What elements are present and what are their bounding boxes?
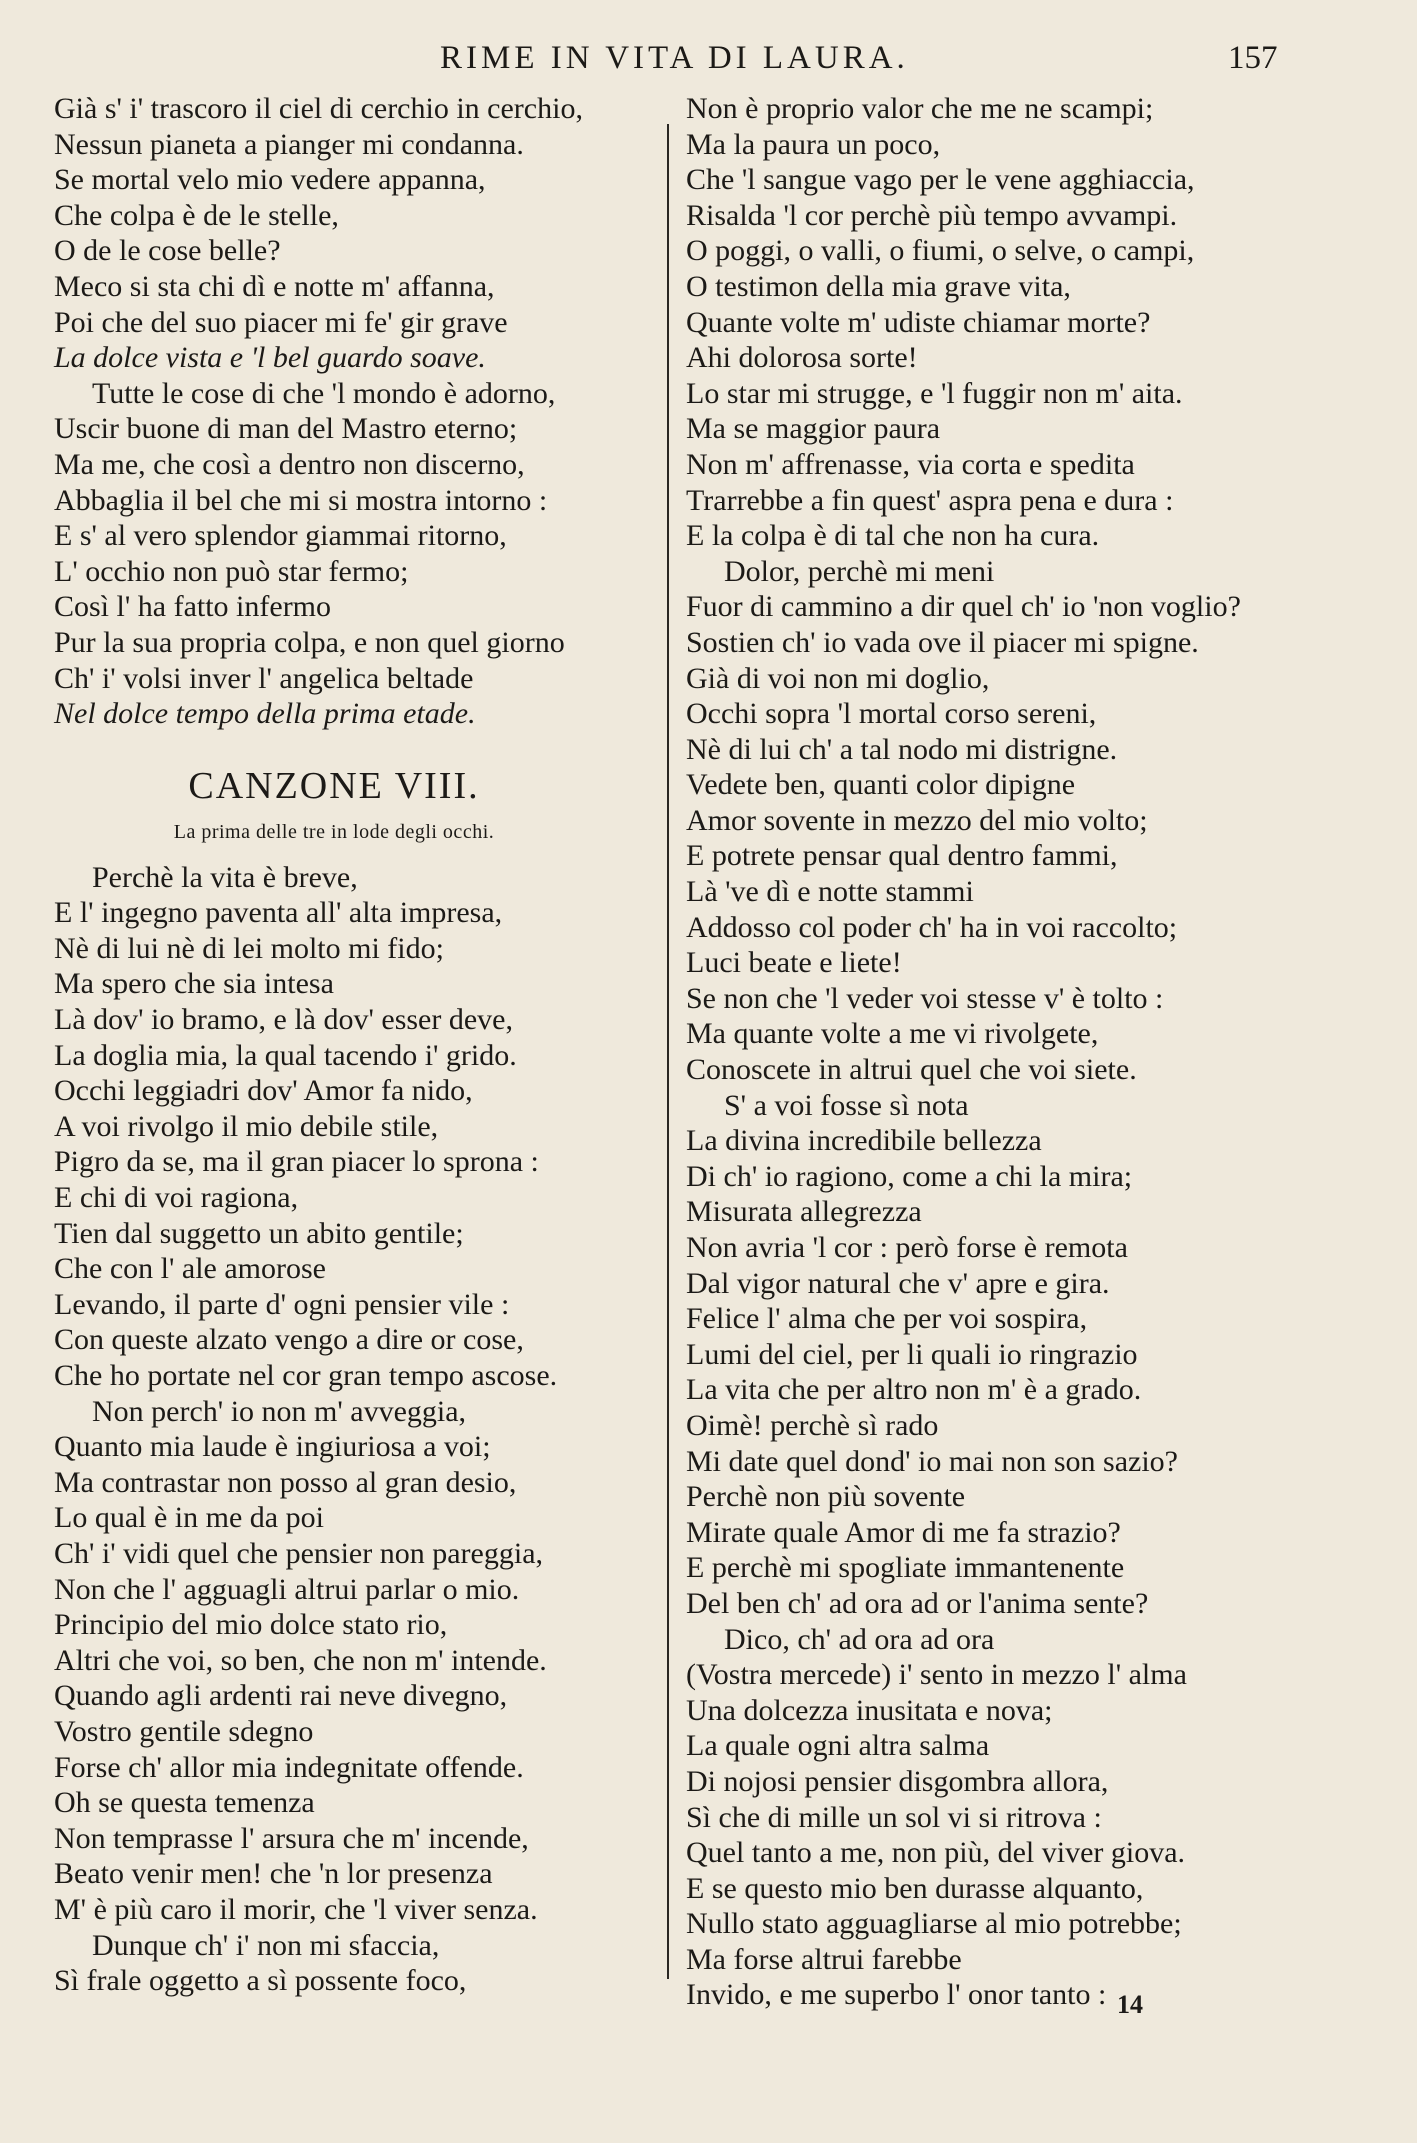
verse-line: Là dov' io bramo, e là dov' esser deve, [54,1003,513,1037]
stanza-first-line: S' a voi fosse sì nota [724,1088,969,1122]
left-column [54,91,669,1999]
verse-line: Di nojosi pensier disgombra allora, [686,1764,1109,1798]
page-number: 157 [1228,40,1278,76]
verse-line: Beato venir men! che 'n lor presenza [54,1857,493,1891]
verse-line: E se questo mio ben durasse alquanto, [686,1871,1144,1905]
verse-line: M' è più caro il morir, che 'l viver senza. [54,1892,538,1926]
running-head [0,40,1417,84]
verse-line: Là 've dì e notte stammi [686,875,974,909]
verse-line: Abbaglia il bel che mi si mostra intorno : [54,483,548,517]
verse-line: Misurata allegrezza [686,1195,922,1229]
verse-line: Addosso col poder ch' ha in voi raccolto; [686,910,1178,944]
verse-line: Non avria 'l cor : però forse è remota [686,1231,1128,1264]
verse-line: Nullo stato agguagliarse al mio potrebbe; [686,1907,1182,1941]
verse-line: Amor sovente in mezzo del mio volto; [686,803,1148,837]
verse-line-italic: La dolce vista e 'l bel guardo soave. [54,341,486,375]
verse-line: Poi che del suo piacer mi fe' gir grave [54,305,508,339]
verse-line-italic: Nel dolce tempo della prima etade. [54,697,476,731]
verse-line: Levando, il parte d' ogni pensier vile : [54,1287,510,1321]
stanza-first-line: Perchè la vita è breve, [92,860,358,894]
verse-line: Lo star mi strugge, e 'l fuggir non m' aita. [686,376,1183,410]
canzone-title: CANZONE VIII. [188,764,480,807]
verse-line: Forse ch' allor mia indegnitate offende. [54,1750,524,1784]
stanza-first-line: Non perch' io non m' avveggia, [92,1394,467,1428]
verse-line: La doglia mia, la qual tacendo i' grido. [54,1038,517,1072]
stanza-first-line: Dunque ch' i' non mi sfaccia, [92,1928,440,1962]
verse-line: Tien dal suggetto un abito gentile; [54,1216,464,1250]
verse-line: La vita che per altro non m' è a grado. [686,1373,1142,1407]
verse-line: Trarrebbe a fin quest' aspra pena e dura : [686,483,1174,517]
stanza-first-line: Dico, ch' ad ora ad ora [724,1622,995,1656]
verse-line: Ma forse altrui farebbe [686,1942,962,1976]
verse-line: Pigro da se, ma il gran piacer lo sprona : [54,1145,539,1179]
verse-line: Che ho portate nel cor gran tempo ascose. [54,1359,558,1392]
verse-line: Quante volte m' udiste chiamar morte? [686,305,1151,339]
verse-line: Se non che 'l veder voi stesse v' è tolto : [686,981,1164,1015]
verse-line: Perchè non più sovente [686,1480,966,1514]
verse-line: Oh se questa temenza [54,1786,315,1820]
verse-line: Fuor di cammino a dir quel ch' io 'non voglio? [686,590,1241,624]
verse-line: Occhi leggiadri dov' Amor fa nido, [54,1074,473,1108]
verse-line: Già s' i' trascoro il ciel di cerchio in cerchio, [54,92,583,125]
verse-line: E l' ingegno paventa all' alta impresa, [54,896,503,930]
verse-line: Nè di lui nè di lei molto mi fido; [54,931,444,965]
verse-line: Una dolcezza inusitata e nova; [686,1693,1053,1727]
verse-line: Nessun pianeta a pianger mi condanna. [54,127,524,161]
verse-line: Di ch' io ragiono, come a chi la mira; [686,1159,1133,1193]
verse-line: Quando agli ardenti rai neve divegno, [54,1679,508,1713]
verse-line: Se mortal velo mio vedere appanna, [54,163,486,197]
verse-line: Occhi sopra 'l mortal corso sereni, [686,697,1097,731]
signature-mark: 14 [1117,1990,1143,2019]
verse-line: O testimon della mia grave vita, [686,269,1071,303]
verse-line: Non è proprio valor che me ne scampi; [686,92,1154,125]
verse-line: O de le cose belle? [54,234,281,268]
verse-line: Vostro gentile sdegno [54,1714,314,1748]
canzone-subtitle: La prima delle tre in lode degli occhi. [173,820,495,843]
verse-line: Principio del mio dolce stato rio, [54,1608,448,1642]
verse-line: Mi date quel dond' io mai non son sazio? [686,1444,1178,1478]
verse-line: Invido, e me superbo l' onor tanto : [686,1978,1107,2012]
verse-line: Vedete ben, quanti color dipigne [686,768,1076,802]
verse-line: Sostien ch' io vada ove il piacer mi spigne. [686,625,1199,659]
verse-line: Risalda 'l cor perchè più tempo avvampi. [686,198,1178,232]
verse-line: Quanto mia laude è ingiuriosa a voi; [54,1430,491,1464]
verse-line: A voi rivolgo il mio debile stile, [54,1109,439,1143]
verse-line: E potrete pensar qual dentro fammi, [686,839,1118,873]
right-column [686,91,1326,2013]
verse-line: Del ben ch' ad ora ad or l'anima sente? [686,1586,1149,1620]
verse-line: Sì che di mille un sol vi si ritrova : [686,1800,1102,1834]
verse-line: Che colpa è de le stelle, [54,198,339,232]
verse-line: Ma la paura un poco, [686,127,941,161]
verse-line: Con queste alzato vengo a dire or cose, [54,1323,524,1357]
verse-line: Ma spero che sia intesa [54,967,334,1001]
verse-line: Ma quante volte a me vi rivolgete, [686,1017,1099,1051]
spacer [54,732,669,762]
verse-line: Altri che voi, so ben, che non m' intende. [54,1643,547,1677]
verse-line: Oimè! perchè sì rado [686,1408,939,1442]
verse-line: Che 'l sangue vago per le vene agghiaccia, [686,163,1195,197]
verse-line: Ma contrastar non posso al gran desio, [54,1465,517,1499]
stanza-first-line: Tutte le cose di che 'l mondo è adorno, [92,376,556,410]
verse-line: Lumi del ciel, per li quali io ringrazio [686,1337,1138,1371]
verse-line: Luci beate e liete! [686,946,902,980]
verse-line: Uscir buone di man del Mastro eterno; [54,412,518,446]
verse-line: Non m' affrenasse, via corta e spedita [686,447,1135,481]
verse-line: Dal vigor natural che v' apre e gira. [686,1266,1110,1300]
verse-line: Ma se maggior paura [686,412,941,446]
verse-line: Mirate quale Amor di me fa strazio? [686,1515,1121,1549]
verse-line: Sì frale oggetto a sì possente foco, [54,1964,467,1998]
verse-line: L' occhio non può star fermo; [54,554,409,588]
verse-line: O poggi, o valli, o fiumi, o selve, o campi, [686,234,1195,268]
verse-line: Ch' i' vidi quel che pensier non pareggia, [54,1536,544,1570]
verse-line: E perchè mi spogliate immantenente [686,1551,1125,1585]
verse-line: Nè di lui ch' a tal nodo mi distrigne. [686,732,1118,766]
verse-line: Non che l' agguagli altrui parlar o mio. [54,1572,520,1606]
verse-line: Lo qual è in me da poi [54,1501,324,1535]
verse-line: Ahi dolorosa sorte! [686,341,918,375]
verse-line: Quel tanto a me, non più, del viver giova. [686,1836,1186,1870]
verse-line: Così l' ha fatto infermo [54,590,332,624]
verse-line: Ch' i' volsi inver l' angelica beltade [54,661,474,695]
verse-line: Ma me, che così a dentro non discerno, [54,447,525,481]
verse-line: E chi di voi ragiona, [54,1181,299,1215]
verse-line: Felice l' alma che per voi sospira, [686,1302,1088,1336]
verse-line: Conoscete in altrui quel che voi siete. [686,1053,1137,1087]
verse-line: (Vostra mercede) i' sento in mezzo l' alma [686,1658,1187,1692]
verse-line: Che con l' ale amorose [54,1252,326,1286]
verse-line: Non temprasse l' arsura che m' incende, [54,1821,529,1855]
verse-line: Pur la sua propria colpa, e non quel giorno [54,625,565,659]
verse-line: Meco si sta chi dì e notte m' affanna, [54,269,495,303]
running-title: RIME IN VITA DI LAURA. [440,40,909,76]
verse-line: E la colpa è di tal che non ha cura. [686,519,1100,553]
stanza-first-line: Dolor, perchè mi meni [724,554,995,588]
verse-line: Già di voi non mi doglio, [686,661,990,695]
verse-line: E s' al vero splendor giammai ritorno, [54,519,507,553]
verse-line: La quale ogni altra salma [686,1729,990,1763]
verse-line: La divina incredibile bellezza [686,1124,1042,1158]
